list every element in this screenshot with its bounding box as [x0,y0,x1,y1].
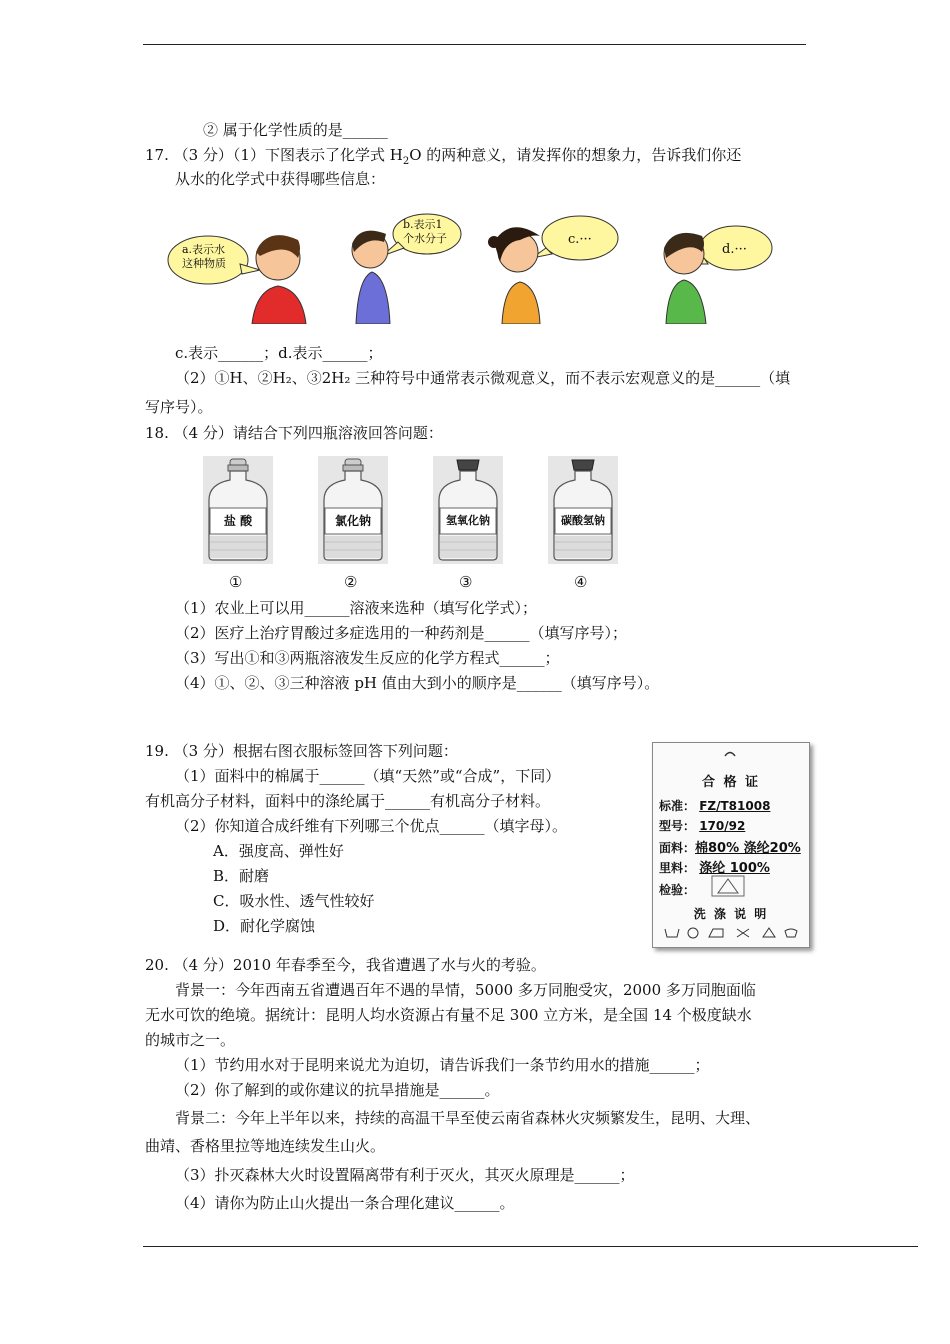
bottle-number: ④ [574,573,588,591]
bottle-number: ③ [459,573,473,591]
label-model-key: 型号： [659,819,696,833]
q19-option-c: C．吸水性、透气性较好 [213,892,375,910]
q20-bg1-line1: 背景一：今年西南五省遭遇百年不遇的旱情，5000 多万同胞受灾，2000 多万同胞面临 [175,981,756,999]
q20-bg2-line2: 曲靖、香格里拉等地连续发生山火。 [145,1137,386,1155]
bubble-d: d.··· [722,242,747,257]
label-title: 合 格 证 [701,775,761,790]
label-standard-value: FZ/T81008 [699,799,771,813]
bottle-label: 碳酸氢钠 [561,514,605,527]
q19-title: 19. （3 分）根据右图衣服标签回答下列问题： [145,742,458,760]
q20-bg1-line2: 无水可饮的绝境。据统计：昆明人均水资源占有量不足 300 立方米，是全国 14 个极度缺水 [145,1006,752,1024]
q18-title: 18. （4 分）请结合下列四瓶溶液回答问题： [145,424,443,442]
bubble-b-line1: b.表示1 [403,218,443,231]
label-inspection [659,881,695,898]
q20-part-3: （3）扑灭森林大火时设置隔离带有利于灭火，其灭火原理是______； [175,1166,635,1184]
label-fabric-value: 棉80% 涤纶20% [695,841,801,856]
bottle-icon [203,456,273,564]
bottle-icon [318,456,388,564]
label-fabric-key: 面料： [659,841,696,855]
bottle-number: ② [344,573,358,591]
q16-line: ② 属于化学性质的是______ [203,121,388,139]
q18-item-4: （4）①、②、③三种溶液 pH 值由大到小的顺序是______（填写序号）。 [175,674,660,692]
label-standard [659,797,770,814]
q19-line3: （2）你知道合成纤维有下列哪三个优点______（填字母）。 [175,817,568,835]
bottle-4 [548,456,618,564]
q20-part-1: （1）节约用水对于昆明来说尤为迫切，请告诉我们一条节约用水的措施______； [175,1056,710,1074]
bottle-3 [433,456,503,564]
label-lining [659,857,770,876]
q19-option-d: D．耐化学腐蚀 [213,917,316,935]
q17-part2-line2: 写序号）。 [145,398,213,416]
bubble-a-line2: 这种物质 [182,257,226,270]
inspection-stamp-icon [711,875,745,897]
bottle-label: 盐 酸 [223,514,253,528]
q17-answer-line: c.表示______；d.表示______； [175,344,383,362]
label-standard-key: 标准： [659,799,696,813]
q17-title [145,145,741,172]
bottom-rule [143,1246,918,1247]
q20-bg2-line1: 背景二：今年上半年以来，持续的高温干旱至使云南省森林火灾频繁发生，昆明、大理、 [175,1109,761,1127]
label-inspection-key: 检验： [659,883,696,897]
q17-part2-line1: （2）①H、②H₂、③2H₂ 三种符号中通常表示微观意义，而不表示宏观意义的是______（填 [175,369,791,387]
q19-line1: （1）面料中的棉属于______（填“天然”或“合成”，下同） [175,767,561,785]
label-wash-title: 洗 涤 说 明 [693,907,769,921]
bottle-icon [433,456,503,564]
q18-item-3: （3）写出①和③两瓶溶液发生反应的化学方程式______； [175,649,560,667]
q18-item-2: （2）医疗上治疗胃酸过多症选用的一种药剂是______（填写序号）； [175,624,628,642]
label-model [659,817,745,834]
q20-part-4: （4）请你为防止山火提出一条合理化建议______。 [175,1194,515,1212]
q17-line2: 从水的化学式中获得哪些信息： [175,170,386,188]
bubble-b-line2: 个水分子 [403,232,447,245]
q19-option-a: A．强度高、弹性好 [213,842,344,860]
bottle-1 [203,456,273,564]
q19-line2: 有机高分子材料，面料中的涤纶属于______有机高分子材料。 [145,792,551,810]
q20-part-2: （2）你了解到的或你建议的抗旱措施是______。 [175,1081,500,1099]
bottle-label: 氢氧化钠 [446,514,490,527]
wash-symbols-icon [663,925,799,939]
label-lining-key: 里料： [659,861,696,875]
label-fabric [659,837,801,856]
bottle-icon [548,456,618,564]
bottle-number: ① [229,573,243,591]
top-rule [143,44,806,45]
clothing-label [652,742,810,948]
bottle-2 [318,456,388,564]
bottle-label: 氯化钠 [334,514,371,528]
q17-title-pre: 17. （3 分）（1）下图表示了化学式 H [145,146,403,164]
q19-option-b: B．耐磨 [213,867,270,885]
child-c [488,216,618,324]
label-model-value: 170/92 [699,819,746,833]
q20-title: 20. （4 分）2010 年春季至今，我省遭遇了水与火的考验。 [145,956,546,974]
q17-title-post: O 的两种意义，请发挥你的想象力，告诉我们你还 [409,146,742,164]
child-d [664,226,772,324]
bubble-c: c.··· [568,232,592,247]
hang-hole-icon [723,749,737,759]
q17-title-sub: 2 [402,156,410,167]
q18-item-1: （1）农业上可以用______溶液来选种（填写化学式）； [175,599,538,617]
water-formula-figure [160,212,780,324]
q20-bg1-line3: 的城市之一。 [145,1031,236,1049]
bubble-a-line1: a.表示水 [182,243,226,256]
label-lining-value: 涤纶 100% [699,861,770,876]
